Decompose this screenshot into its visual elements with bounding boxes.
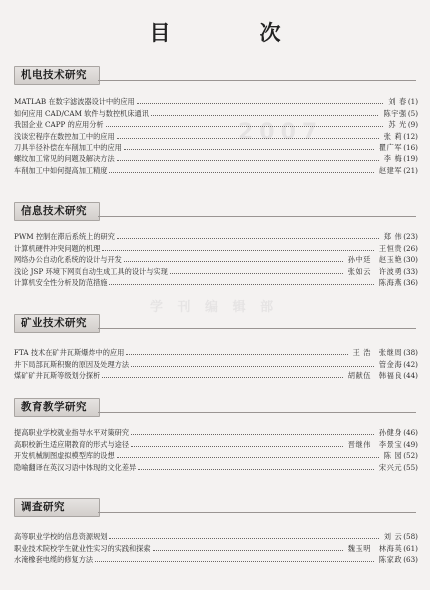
entry-page: (26) — [403, 243, 418, 253]
entry-page: (46) — [403, 428, 418, 438]
leader-dots — [102, 243, 374, 251]
toc-entry[interactable] — [14, 553, 418, 564]
entry-page: (49) — [403, 439, 418, 449]
toc-entry[interactable] — [14, 118, 418, 129]
entry-title: 网络办公自动化系统的设计与开发 — [14, 255, 122, 265]
entry-author: 魏玉明 林海英 — [347, 543, 403, 553]
entry-author: 瞿广军 — [378, 142, 403, 152]
toc-entry[interactable] — [14, 106, 418, 117]
entry-title: 我国企业 CAPP 的应用分析 — [14, 120, 104, 130]
entry-author: 王恒贵 — [378, 243, 403, 253]
toc-entry[interactable] — [14, 141, 418, 152]
entry-author: 赵建军 — [378, 165, 403, 175]
section-header — [0, 398, 430, 416]
entry-page: (38) — [403, 348, 418, 358]
entry-page: (16) — [403, 142, 418, 152]
entry-title: 刀具半径补偿在车削加工中的应用 — [14, 142, 122, 152]
leader-dots — [109, 165, 373, 173]
section-mining-technology — [0, 314, 430, 380]
section-rule — [98, 412, 416, 413]
entry-author: 郑 伟 — [383, 232, 403, 242]
toc-entry[interactable] — [14, 346, 418, 357]
leader-dots — [117, 450, 379, 458]
entry-title: 浅论 JSP 环境下网页自动生成工具的设计与实现 — [14, 266, 168, 276]
entry-title: 浅谈宏程序在数控加工中的应用 — [14, 131, 115, 141]
entry-author: 陈宇强 — [383, 108, 407, 118]
section-survey-research — [0, 498, 430, 564]
entry-title: MATLAB 在数字滤波器设计中的应用 — [14, 97, 135, 107]
entry-page: (61) — [403, 543, 418, 553]
leader-dots — [109, 531, 378, 539]
toc-entry[interactable] — [14, 253, 418, 264]
leader-dots — [109, 277, 373, 285]
toc-entry[interactable] — [14, 369, 418, 380]
leader-dots — [131, 427, 374, 435]
entry-author: 陈家政 — [378, 555, 403, 565]
entry-page: (21) — [403, 165, 418, 175]
section-rule — [98, 80, 416, 81]
entry-author: 孙健身 — [378, 428, 403, 438]
entry-title: 车削加工中如何提高加工精度 — [14, 165, 108, 175]
toc-entry[interactable] — [14, 95, 418, 106]
entry-author: 张 莉 — [383, 131, 403, 141]
section-rule — [98, 328, 416, 329]
toc-entry[interactable] — [14, 541, 418, 552]
entry-title: 高等职业学校的信息资源规划 — [14, 532, 108, 542]
entry-title: 职业技术院校学生就业性实习的实践和探索 — [14, 543, 151, 553]
entry-author: 宋兴元 — [378, 462, 403, 472]
entry-author: 刘 春 — [388, 97, 407, 107]
section-education-teaching — [0, 398, 430, 472]
entry-page: (5) — [407, 108, 418, 118]
entry-author: 胡献伍 韩福良 — [347, 371, 403, 381]
entry-page: (55) — [403, 462, 418, 472]
entry-title: 螺纹加工常见的问题及解决方法 — [14, 154, 115, 164]
entry-author: 陈海燕 — [378, 277, 403, 287]
entry-page: (9) — [407, 120, 418, 130]
entry-page: (12) — [403, 131, 418, 141]
entry-author: 陈 园 — [383, 451, 403, 461]
entry-page: (1) — [407, 97, 418, 107]
entry-page: (63) — [403, 555, 418, 565]
section-electromechanical — [0, 66, 430, 175]
entry-title: 井下局部瓦斯积聚的原因及处理方法 — [14, 359, 130, 369]
leader-dots — [102, 370, 342, 378]
entry-title: PWM 控制在滞后系统上的研究 — [14, 232, 115, 242]
leader-dots — [138, 462, 374, 470]
page-title: 目 次 — [149, 21, 315, 45]
leader-dots — [151, 108, 379, 116]
toc-entry[interactable] — [14, 129, 418, 140]
entry-title: 计算机硬件冲突问题的机理 — [14, 243, 101, 253]
section-title: 教育教学研究 — [21, 401, 87, 413]
entry-page: (58) — [403, 532, 418, 542]
section-header — [0, 314, 430, 332]
toc-entry[interactable] — [14, 276, 418, 287]
section-title: 调查研究 — [21, 501, 65, 513]
background-watermark: 学 刊 编 辑 部 — [150, 300, 279, 315]
entry-title: 水淹橡套电缆的修复方法 — [14, 555, 94, 565]
entry-title: 如何应用 CAD/CAM 软件与数控机床通讯 — [14, 108, 149, 118]
leader-dots — [131, 359, 374, 367]
section-information-technology — [0, 202, 430, 287]
section-rule — [98, 216, 416, 217]
entry-page: (44) — [403, 371, 418, 381]
entry-title: 煤矿矿井瓦斯等级划分探析 — [14, 371, 101, 381]
leader-dots — [117, 131, 379, 139]
toc-entry[interactable] — [14, 241, 418, 252]
toc-entry[interactable] — [14, 357, 418, 368]
leader-dots — [117, 153, 379, 161]
entry-title: FTA 技术在矿井瓦斯爆炸中的应用 — [14, 348, 125, 358]
toc-entry[interactable] — [14, 426, 418, 437]
entry-author: 刘 云 — [383, 532, 403, 542]
leader-dots — [106, 119, 384, 127]
entry-page: (52) — [403, 451, 418, 461]
leader-dots — [137, 96, 384, 104]
entry-author: 苏 光 — [388, 120, 407, 130]
toc-entry[interactable] — [14, 163, 418, 174]
entry-title: 提高职业学校就业指导水平对策研究 — [14, 428, 130, 438]
section-rule — [98, 512, 416, 513]
section-title: 机电技术研究 — [21, 69, 87, 81]
background-watermark: 2007 — [238, 120, 324, 145]
entry-title: 隐喻翻译在英汉习语中体现的文化差异 — [14, 462, 137, 472]
entry-author: 孙中廷 赵玉艳 — [347, 255, 403, 265]
section-title: 信息技术研究 — [21, 205, 87, 217]
toc-entry[interactable] — [14, 152, 418, 163]
entry-page: (23) — [403, 232, 418, 242]
entry-page: (33) — [403, 266, 418, 276]
section-header — [0, 498, 430, 516]
toc-entry[interactable] — [14, 264, 418, 275]
entry-author: 管金海 — [378, 359, 403, 369]
leader-dots — [124, 142, 374, 150]
entry-author: 王 浩 张继周 — [352, 348, 403, 358]
entry-page: (36) — [403, 277, 418, 287]
toc-entry[interactable] — [14, 230, 418, 241]
section-header — [0, 66, 430, 84]
toc-entry[interactable] — [14, 530, 418, 541]
leader-dots — [153, 543, 343, 551]
leader-dots — [124, 254, 343, 262]
leader-dots — [126, 347, 347, 355]
section-title: 矿业技术研究 — [21, 317, 87, 329]
entry-title: 计算机安全性分析及防范措施 — [14, 277, 108, 287]
entry-author: 晋继伟 李景宝 — [347, 439, 403, 449]
entry-page: (30) — [403, 255, 418, 265]
leader-dots — [95, 554, 374, 562]
entry-author: 张如云 许波勇 — [347, 266, 403, 276]
leader-dots — [117, 231, 379, 239]
toc-entry[interactable] — [14, 437, 418, 448]
entry-title: 高职校新生适应期教育的形式与途径 — [14, 439, 130, 449]
leader-dots — [170, 266, 343, 274]
entry-author: 李 梅 — [383, 154, 403, 164]
entry-page: (19) — [403, 154, 418, 164]
entry-title: 开发机械制图虚拟模型库的设想 — [14, 451, 115, 461]
toc-entry[interactable] — [14, 460, 418, 471]
toc-entry[interactable] — [14, 449, 418, 460]
leader-dots — [131, 439, 343, 447]
entry-page: (42) — [403, 359, 418, 369]
section-header — [0, 202, 430, 220]
